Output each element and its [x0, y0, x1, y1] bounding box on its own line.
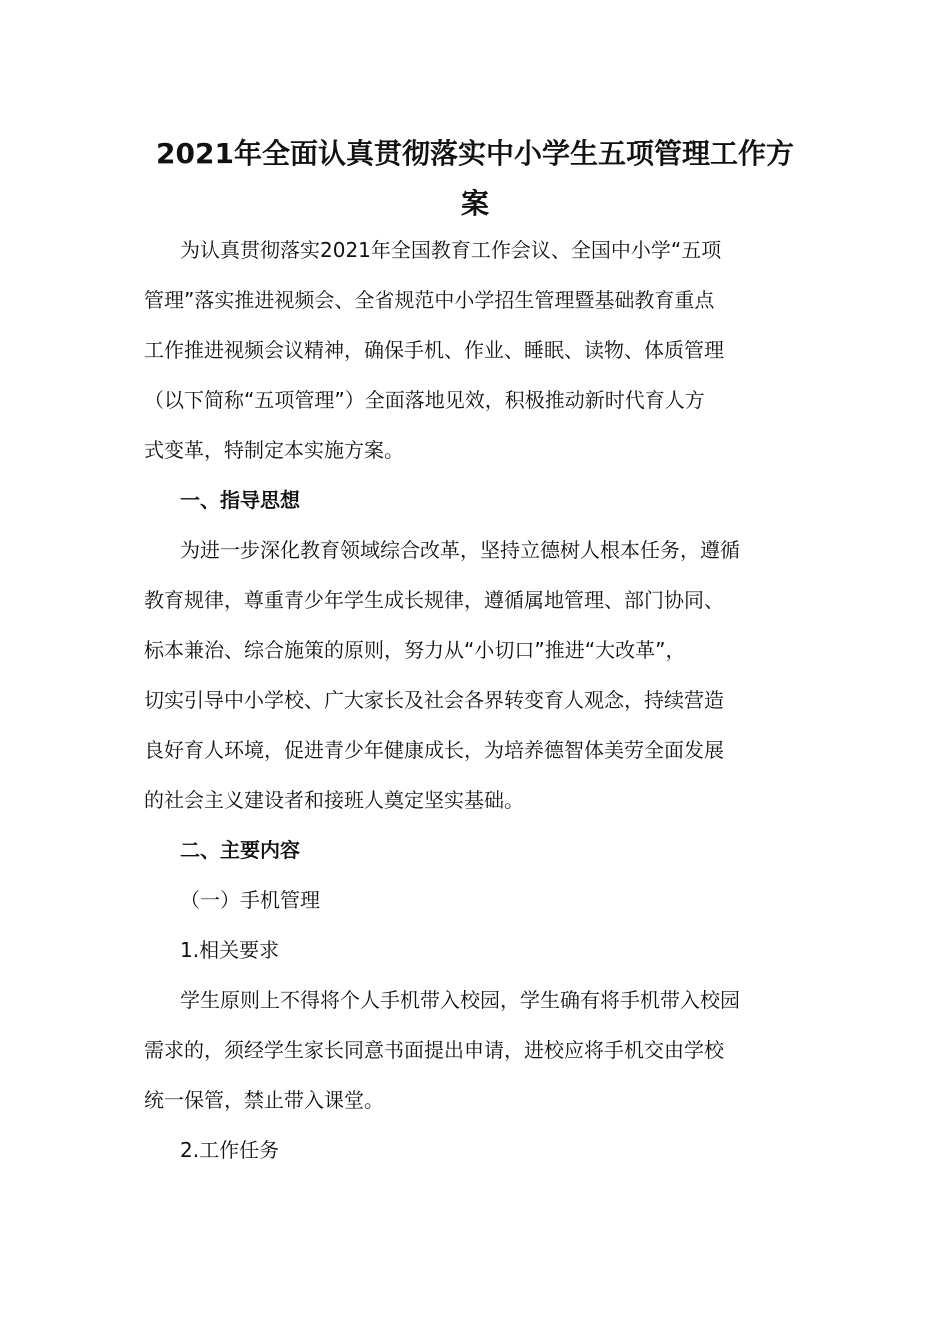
- phone-rule-line-2: 需求的，须经学生家长同意书面提出申请，进校应将手机交由学校: [144, 1038, 724, 1062]
- phone-rule-line-3: 统一保管，禁止带入课堂。: [144, 1088, 384, 1112]
- item-work-tasks: 2.工作任务: [180, 1138, 280, 1162]
- intro-line-1: 为认真贯彻落实2021年全国教育工作会议、全国中小学“五项: [180, 238, 722, 262]
- item-related-requirements: 1.相关要求: [180, 938, 280, 962]
- intro-line-5: 式变革，特制定本实施方案。: [144, 438, 404, 462]
- section-heading-main-content: 二、主要内容: [180, 838, 300, 862]
- intro-line-3: 工作推进视频会议精神，确保手机、作业、睡眠、读物、体质管理: [144, 338, 724, 362]
- intro-line-2: 管理”落实推进视频会、全省规范中小学招生管理暨基础教育重点: [144, 288, 715, 312]
- document-title-line-1: 2021年全面认真贯彻落实中小学生五项管理工作方: [156, 137, 794, 170]
- guiding-line-2: 教育规律，尊重青少年学生成长规律，遵循属地管理、部门协同、: [144, 588, 724, 612]
- intro-line-4: （以下简称“五项管理”）全面落地见效，积极推动新时代育人方: [144, 388, 705, 412]
- guiding-line-3: 标本兼治、综合施策的原则，努力从“小切口”推进“大改革”，: [144, 638, 686, 662]
- section-heading-guiding-ideology: 一、指导思想: [180, 488, 300, 512]
- guiding-line-4: 切实引导中小学校、广大家长及社会各界转变育人观念，持续营造: [144, 688, 724, 712]
- guiding-line-5: 良好育人环境，促进青少年健康成长，为培养德智体美劳全面发展: [144, 738, 724, 762]
- phone-rule-line-1: 学生原则上不得将个人手机带入校园，学生确有将手机带入校园: [180, 988, 740, 1012]
- document-title-line-2: 案: [460, 187, 489, 220]
- subsection-phone-management: （一）手机管理: [180, 888, 320, 912]
- guiding-line-6: 的社会主义建设者和接班人奠定坚实基础。: [144, 788, 524, 812]
- guiding-line-1: 为进一步深化教育领域综合改革，坚持立德树人根本任务，遵循: [180, 538, 740, 562]
